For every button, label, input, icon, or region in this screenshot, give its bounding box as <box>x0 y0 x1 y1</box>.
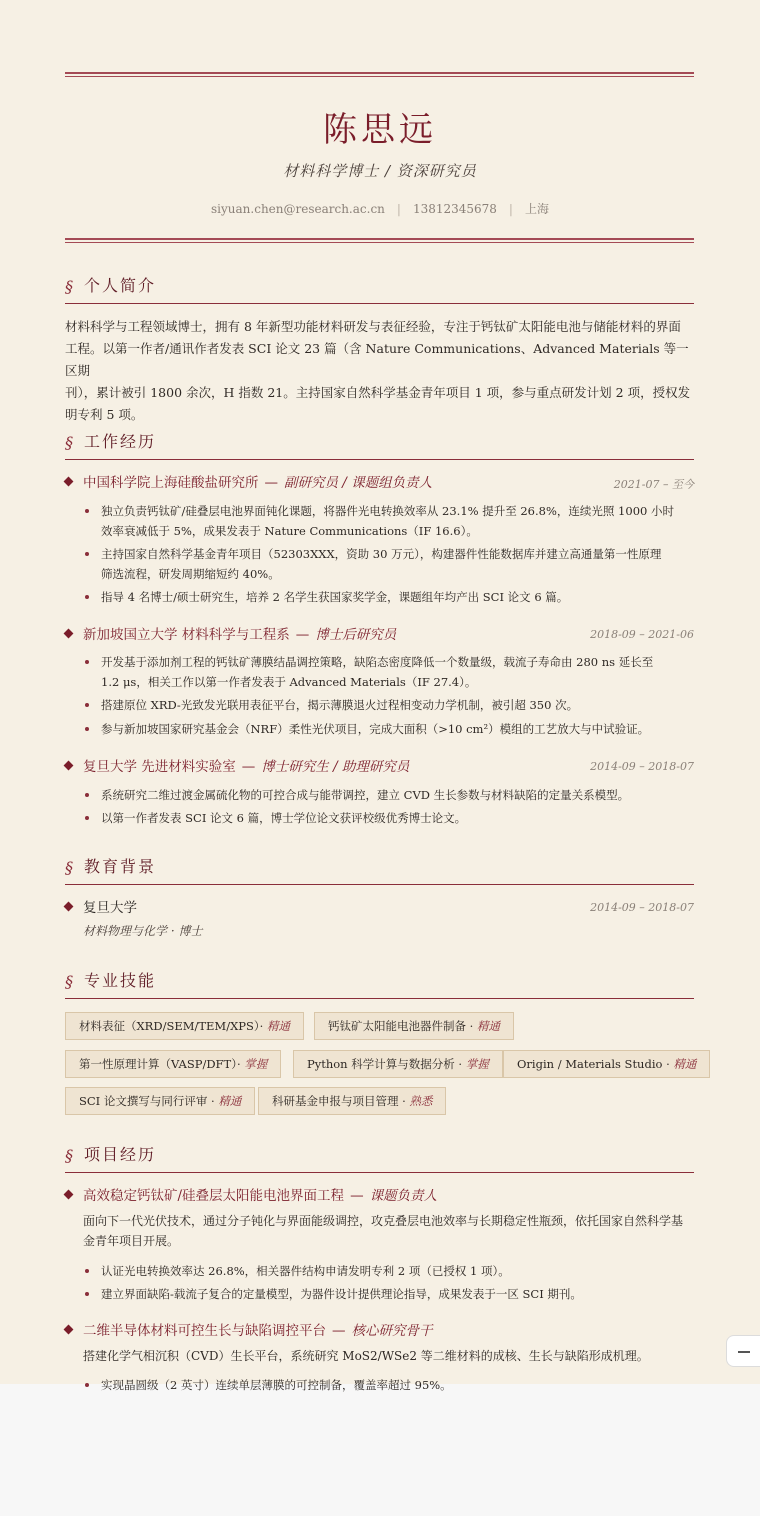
project-role: 核心研究骨干 <box>351 1323 433 1339</box>
work-org: 中国科学院上海硅酸盐研究所 <box>83 475 259 491</box>
work-entry-header <box>65 626 694 646</box>
description-line: 面向下一代光伏技术，通过分子钝化与界面能级调控，攻克叠层电池效率与长期稳定性瓶颈，依托国家自然科学基 <box>83 1214 684 1228</box>
bullet-line: 开发基于添加剂工程的钙钛矿薄膜结晶调控策略，缺陷态密度降低一个数量级，载流子寿命由 280 ns 延长至 <box>101 655 654 669</box>
skill-level: 精通 <box>673 1057 697 1071</box>
section-mark: § <box>65 433 73 452</box>
section-title: 个人简介 <box>84 276 157 295</box>
description-line: 搭建化学气相沉积（CVD）生长平台，系统研究 MoS2/WSe2 等二维材料的成核、生长与缺陷形成机理。 <box>83 1349 649 1363</box>
bullet-line: 系统研究二维过渡金属硫化物的可控合成与能带调控，建立 CVD 生长参数与材料缺陷的定量关系模型。 <box>101 788 630 802</box>
skill-tag <box>65 1012 304 1040</box>
bullet-line: 独立负责钙钛矿/硅叠层电池界面钝化课题，将器件光电转换效率从 23.1% 提升至 26.8%，连续光照 1000 小时 <box>101 504 674 518</box>
header-top-rule <box>65 72 694 77</box>
profile-line: 明专利 5 项。 <box>65 407 144 422</box>
skill-name: 科研基金申报与项目管理 · <box>272 1094 410 1108</box>
section-mark: § <box>65 277 73 296</box>
skill-level: 精通 <box>218 1094 242 1108</box>
work-dash: — <box>264 475 278 491</box>
education-major: 材料物理与化学 · 博士 <box>83 924 203 938</box>
skill-tag <box>65 1087 255 1115</box>
work-bullet <box>101 587 694 607</box>
work-org: 复旦大学 先进材料实验室 <box>83 759 236 775</box>
diamond-bullet-icon <box>64 1325 74 1335</box>
project-bullet <box>101 1261 694 1281</box>
email-link[interactable]: siyuan.chen@research.ac.cn <box>211 202 385 216</box>
project-role: 课题负责人 <box>369 1188 438 1204</box>
work-bullet <box>101 719 694 739</box>
bullet-line: 搭建原位 XRD-光致发光联用表征平台，揭示薄膜退火过程相变动力学机制，被引超 350 次。 <box>101 698 579 712</box>
contact-separator: | <box>396 202 401 216</box>
skill-name: 钙钛矿太阳能电池器件制备 · <box>328 1019 477 1033</box>
work-bullet <box>101 501 694 541</box>
diamond-bullet-icon <box>64 902 74 912</box>
project-header <box>65 1187 694 1207</box>
work-bullet <box>101 785 694 805</box>
diamond-bullet-icon <box>64 477 74 487</box>
section-projects <box>65 1144 694 1173</box>
skill-level: 熟悉 <box>409 1094 433 1108</box>
project-dash: — <box>350 1188 364 1204</box>
skill-name: SCI 论文撰写与同行评审 · <box>79 1094 219 1108</box>
diamond-bullet-icon <box>64 761 74 771</box>
candidate-name: 陈思远 <box>323 110 437 150</box>
skill-name: Origin / Materials Studio · <box>517 1057 674 1071</box>
section-work <box>65 431 694 460</box>
skill-name: 第一性原理计算（VASP/DFT）· <box>79 1057 245 1071</box>
project-dash: — <box>332 1323 346 1339</box>
profile-text <box>65 316 694 426</box>
location-text: 上海 <box>524 202 549 216</box>
section-mark: § <box>65 972 73 991</box>
bullet-line: 建立界面缺陷-载流子复合的定量模型，为器件设计提供理论指导，成果发表于一区 SCI 期刊。 <box>101 1287 582 1301</box>
section-mark: § <box>65 1146 73 1165</box>
project-bullet <box>101 1375 694 1395</box>
profile-line: 材料科学与工程领域博士，拥有 8 年新型功能材料研发与表征经验，专注于钙钛矿太阳能电池与储能材料的界面 <box>65 319 681 334</box>
skill-tag <box>314 1012 514 1040</box>
diamond-bullet-icon <box>64 1190 74 1200</box>
bullet-line: 1.2 μs，相关工作以第一作者发表于 Advanced Materials（IF 27.4）。 <box>101 675 477 689</box>
minus-icon <box>738 1351 750 1353</box>
section-title: 教育背景 <box>84 857 157 876</box>
profile-line: 工程。以第一作者/通讯作者发表 SCI 论文 23 篇（含 Nature Communications、Advanced Materials 等一区期 <box>65 341 689 378</box>
bullet-line: 筛选流程，研发周期缩短约 40%。 <box>101 567 280 581</box>
skill-tag <box>258 1087 446 1115</box>
work-date: 2014-09 – 2018-07 <box>590 760 694 773</box>
work-date: 2021-07 – 至今 <box>613 478 694 491</box>
section-title: 项目经历 <box>84 1145 157 1164</box>
skill-name: Python 科学计算与数据分析 · <box>307 1057 466 1071</box>
work-role: 博士后研究员 <box>315 627 397 643</box>
skill-level: 精通 <box>476 1019 500 1033</box>
work-bullet <box>101 652 694 692</box>
project-name: 高效稳定钙钛矿/硅叠层太阳能电池界面工程 <box>83 1188 345 1204</box>
bullet-line: 认证光电转换效率达 26.8%，相关器件结构申请发明专利 2 项（已授权 1 项）。 <box>101 1264 510 1278</box>
section-title: 专业技能 <box>84 971 157 990</box>
bullet-line: 指导 4 名博士/硕士研究生，培养 2 名学生获国家奖学金，课题组年均产出 SCI 论文 6 篇。 <box>101 590 569 604</box>
project-description <box>83 1346 694 1366</box>
phone-text: 13812345678 <box>412 202 497 216</box>
section-education <box>65 856 694 885</box>
project-name: 二维半导体材料可控生长与缺陷调控平台 <box>83 1323 326 1339</box>
skill-tag <box>65 1050 281 1078</box>
skill-name: 材料表征（XRD/SEM/TEM/XPS）· <box>79 1019 267 1033</box>
diamond-bullet-icon <box>64 629 74 639</box>
bullet-line: 以第一作者发表 SCI 论文 6 篇，博士学位论文获评校级优秀博士论文。 <box>101 811 467 825</box>
header-bottom-rule <box>65 238 694 243</box>
work-dash: — <box>295 627 310 643</box>
bullet-line: 参与新加坡国家研究基金会（NRF）柔性光伏项目，完成大面积（>10 cm²）模组的工艺放大与中试验证。 <box>101 722 650 736</box>
work-role: 博士研究生 / 助理研究员 <box>261 759 410 775</box>
work-bullet <box>101 544 694 584</box>
skill-tag <box>293 1050 503 1078</box>
work-entry-header <box>65 758 694 778</box>
project-header <box>65 1322 694 1342</box>
collapse-side-button[interactable] <box>726 1335 760 1367</box>
project-description <box>83 1211 694 1251</box>
section-mark: § <box>65 858 73 877</box>
work-bullet <box>101 808 694 828</box>
education-date: 2014-09 – 2018-07 <box>590 901 694 914</box>
bullet-line: 实现晶圆级（2 英寸）连续单层薄膜的可控制备，覆盖率超过 95%。 <box>101 1378 452 1392</box>
candidate-title: 材料科学博士 / 资深研究员 <box>283 162 477 180</box>
profile-line: 刊），累计被引 1800 余次，H 指数 21。主持国家自然科学基金青年项目 1 项，参与重点研发计划 2 项，授权发 <box>65 385 691 400</box>
skill-level: 掌握 <box>244 1057 268 1071</box>
bullet-line: 效率衰减低于 5%，成果发表于 Nature Communications（IF 16.6）。 <box>101 524 478 538</box>
work-bullet <box>101 695 694 715</box>
work-org: 新加坡国立大学 材料科学与工程系 <box>83 627 290 643</box>
work-dash: — <box>241 759 256 775</box>
contact-separator: | <box>508 202 513 216</box>
work-role: 副研究员 / 课题组负责人 <box>284 475 433 491</box>
skill-level: 精通 <box>266 1019 290 1033</box>
section-skills <box>65 970 694 999</box>
section-title: 工作经历 <box>84 432 157 451</box>
section-profile <box>65 275 694 304</box>
contact-line <box>0 200 760 218</box>
work-entry-header <box>65 474 694 494</box>
skill-tag <box>503 1050 710 1078</box>
education-entry <box>65 899 694 919</box>
education-school: 复旦大学 <box>83 900 137 916</box>
description-line: 金青年项目开展。 <box>83 1234 180 1248</box>
skill-level: 掌握 <box>465 1057 489 1071</box>
bullet-line: 主持国家自然科学基金青年项目（52303XXX，资助 30 万元），构建器件性能数据库并建立高通量第一性原理 <box>101 547 662 561</box>
project-bullet <box>101 1284 694 1304</box>
work-date: 2018-09 – 2021-06 <box>590 628 694 641</box>
